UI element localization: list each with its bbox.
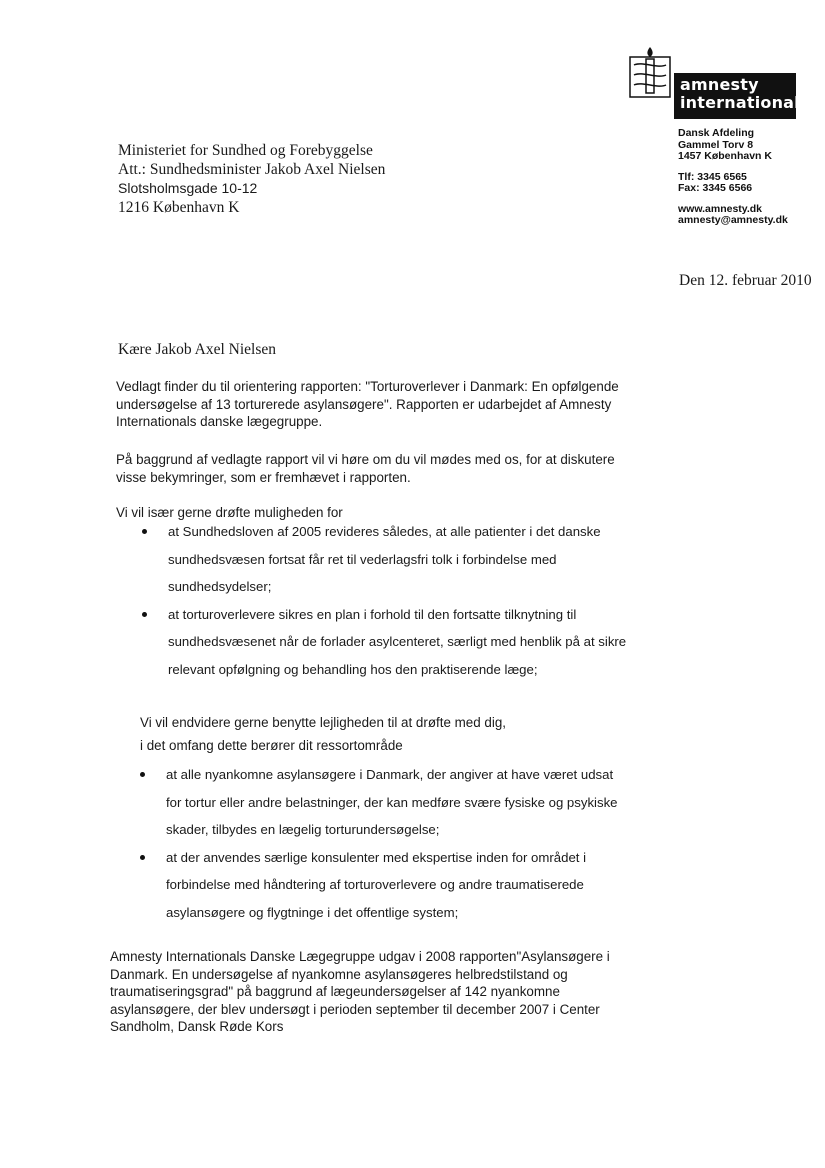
list-item-line: sundhedsvæsenet når de forlader asylcenteret, særligt med henblik på at sikre bbox=[168, 634, 627, 649]
list-item-line: sundhedsvæsen fortsat får ret til vederlagsfri tolk i forbindelse med bbox=[168, 551, 557, 567]
bullet-list-1 bbox=[142, 518, 626, 683]
list-item bbox=[140, 761, 618, 844]
paragraph-line: i det omfang dette berører dit ressortområde bbox=[140, 738, 403, 753]
paragraph-line: asylansøgere, der blev undersøgt i perioden september til december 2007 i Center bbox=[110, 1001, 600, 1017]
bullet-icon bbox=[140, 855, 145, 860]
sender-city: 1457 København K bbox=[678, 150, 772, 162]
paragraph-5 bbox=[110, 948, 610, 1036]
letter-date: Den 12. februar 2010 bbox=[679, 272, 812, 289]
sender-email: amnesty@amnesty.dk bbox=[678, 214, 788, 226]
paragraph-line: Vi vil endvidere gerne benytte lejligheden til at drøfte med dig, bbox=[140, 715, 506, 730]
list-item-line: at der anvendes særlige konsulenter med ekspertise inden for området i bbox=[166, 849, 587, 865]
recipient-line-4: 1216 København K bbox=[118, 199, 240, 216]
paragraph-1 bbox=[116, 378, 619, 431]
logo-wordmark bbox=[674, 73, 800, 119]
list-item-line: for tortur eller andre belastninger, der kan medføre svære fysiske og psykiske bbox=[166, 794, 618, 810]
paragraph-line: traumatiseringsgrad" på baggrund af lægeundersøgelser af 142 nyankomne bbox=[110, 984, 560, 999]
paragraph-line: På baggrund af vedlagte rapport vil vi høre om du vil mødes med os, for at diskutere bbox=[116, 452, 615, 467]
candle-barbed-wire-icon bbox=[628, 45, 672, 101]
salutation: Kære Jakob Axel Nielsen bbox=[118, 341, 276, 358]
paragraph-line: Danmark. En undersøgelse af nyankomne asylansøgeres helbredstilstand og bbox=[110, 966, 568, 982]
recipient-address bbox=[118, 141, 385, 217]
list-item-line: at torturoverlevere sikres en plan i forhold til den fortsatte tilknytning til bbox=[168, 606, 577, 622]
sender-address bbox=[678, 128, 788, 227]
list-item-line: forbindelse med håndtering af torturoverlevere og andre traumatiserede bbox=[166, 877, 584, 892]
paragraph-line: visse bekymringer, som er fremhævet i rapporten. bbox=[116, 469, 411, 485]
paragraph-line: Internationals danske lægegruppe. bbox=[116, 414, 323, 429]
bullet-icon bbox=[142, 612, 147, 617]
paragraph-line: undersøgelse af 13 torturerede asylansøgere". Rapporten er udarbejdet af Amnesty bbox=[116, 396, 612, 412]
paragraph-line: Amnesty Internationals Danske Lægegruppe udgav i 2008 rapporten"Asylansøgere i bbox=[110, 949, 610, 964]
bullet-icon bbox=[142, 529, 147, 534]
recipient-line-3: Slotsholmsgade 10-12 bbox=[118, 180, 258, 196]
bullet-list-2 bbox=[140, 761, 618, 926]
paragraph-4-intro bbox=[140, 711, 506, 757]
list-item-line: sundhedsydelser; bbox=[168, 579, 272, 594]
sender-fax: Fax: 3345 6566 bbox=[678, 182, 753, 194]
sender-web: www.amnesty.dk bbox=[678, 202, 763, 215]
bullet-icon bbox=[140, 772, 145, 777]
paragraph-2 bbox=[116, 451, 615, 486]
list-item-line: at Sundhedsloven af 2005 revideres således, at alle patienter i det danske bbox=[168, 524, 601, 539]
sender-phone: Tlf: 3345 6565 bbox=[678, 170, 747, 183]
logo-text-amnesty: amnesty bbox=[680, 75, 759, 94]
list-item bbox=[142, 601, 626, 684]
list-item bbox=[140, 844, 618, 927]
recipient-line-1: Ministeriet for Sundhed og Forebyggelse bbox=[118, 142, 373, 159]
paragraph-line: Vedlagt finder du til orientering rapporten: "Torturoverlever i Danmark: En opfølgende bbox=[116, 379, 619, 394]
sender-street: Gammel Torv 8 bbox=[678, 138, 754, 151]
list-item-line: at alle nyankomne asylansøgere i Danmark, der angiver at have været udsat bbox=[166, 767, 614, 782]
paragraph-line: Vi vil især gerne drøfte muligheden for bbox=[116, 505, 343, 520]
list-item-line: skader, tilbydes en lægelig torturundersøgelse; bbox=[166, 822, 440, 837]
paragraph-line: Sandholm, Dansk Røde Kors bbox=[110, 1019, 284, 1034]
list-item-line: relevant opfølgning og behandling hos den praktiserende læge; bbox=[168, 661, 538, 677]
sender-dept: Dansk Afdeling bbox=[678, 127, 755, 139]
recipient-line-2: Att.: Sundhedsminister Jakob Axel Nielsen bbox=[118, 161, 386, 178]
amnesty-logo bbox=[628, 45, 800, 119]
logo-text-international: international bbox=[680, 93, 800, 112]
list-item bbox=[142, 518, 626, 601]
list-item-line: asylansøgere og flygtninge i det offentlige system; bbox=[166, 904, 459, 920]
